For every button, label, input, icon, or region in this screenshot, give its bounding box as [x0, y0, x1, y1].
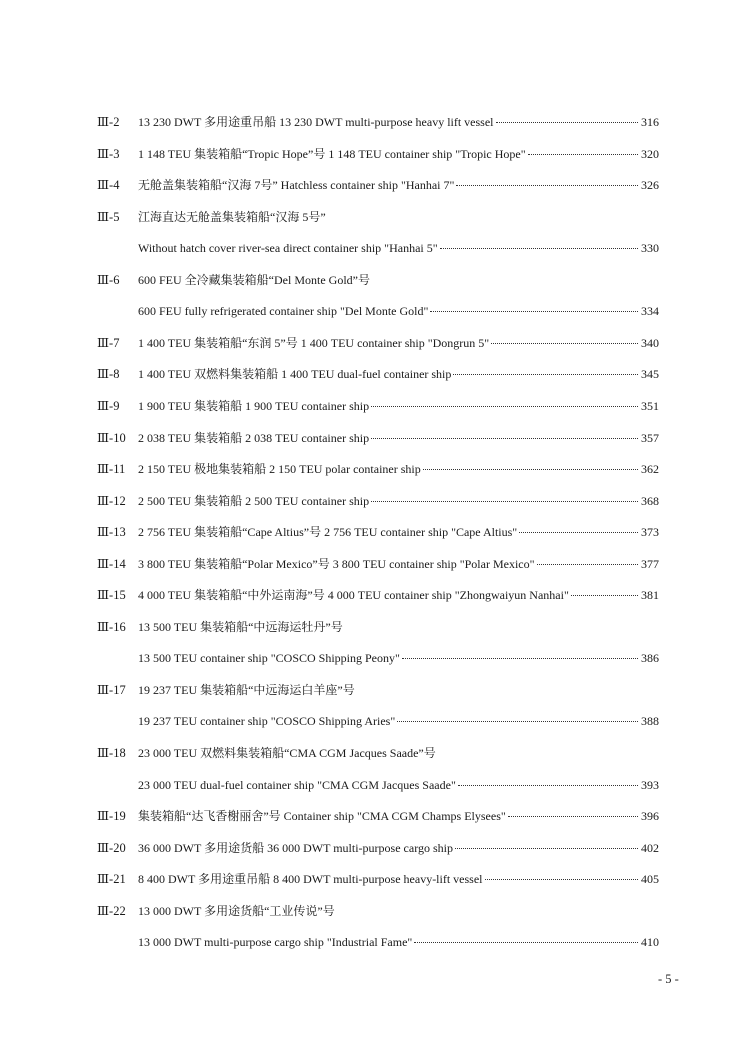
entry-text: 2 500 TEU 集装箱船 2 500 TEU container ship [138, 493, 370, 508]
entry-leader [138, 932, 640, 952]
entry-text: 4 000 TEU 集装箱船“中外运南海”号 4 000 TEU container ship "Zhongwaiyun Nanhai" [138, 588, 569, 603]
entry-leader [138, 491, 640, 511]
entry-number: Ⅲ-6 [97, 272, 120, 287]
entry-leader [138, 711, 640, 731]
entry-title: 23 000 TEU 双燃料集装箱船“CMA CGM Jacques Saade”号 [138, 746, 436, 760]
entry-leader [138, 554, 640, 574]
toc-entry [0, 270, 750, 290]
entry-page: 393 [641, 777, 659, 792]
entry-text: 1 400 TEU 集装箱船“东润 5”号 1 400 TEU container ship "Dongrun 5" [138, 335, 490, 350]
entry-number: Ⅲ-10 [97, 430, 126, 445]
entry-page: 316 [641, 115, 659, 129]
entry-text: Without hatch cover river-sea direct container ship "Hanhai 5" [138, 241, 438, 256]
entry-leader [138, 333, 640, 353]
dot-leader [423, 457, 638, 470]
toc-entry [0, 869, 750, 889]
entry-page: 340 [641, 335, 659, 350]
dot-leader [371, 426, 638, 439]
entry-title: 13 000 DWT 多用途货船“工业传说”号 [138, 903, 335, 918]
entry-page: 410 [641, 935, 659, 950]
entry-text: 2 038 TEU 集装箱船 2 038 TEU container ship [138, 430, 370, 445]
entry-number: Ⅲ-2 [97, 115, 120, 129]
toc-entry [0, 554, 750, 574]
entry-page: 388 [641, 714, 659, 729]
entry-page: 396 [641, 809, 659, 824]
dot-leader [537, 552, 638, 565]
entry-page: 377 [641, 556, 659, 571]
entry-number: Ⅲ-9 [97, 398, 120, 413]
entry-number: Ⅲ-5 [97, 209, 120, 224]
entry-number: Ⅲ-12 [97, 493, 126, 508]
entry-leader [138, 459, 640, 479]
entry-text: 3 800 TEU 集装箱船“Polar Mexico”号 3 800 TEU container ship "Polar Mexico" [138, 556, 535, 571]
toc-entry [0, 396, 750, 416]
toc-entry [0, 428, 750, 448]
entry-text: 2 150 TEU 极地集装箱船 2 150 TEU polar container ship [138, 462, 421, 477]
entry-leader [138, 428, 640, 448]
entry-page: 320 [641, 146, 659, 161]
entry-leader [138, 175, 640, 195]
entry-page: 405 [641, 872, 659, 887]
toc-entry [0, 522, 750, 542]
entry-number: Ⅲ-19 [97, 809, 126, 824]
entry-number: Ⅲ-14 [97, 556, 126, 571]
entry-page: 330 [641, 241, 659, 256]
toc-entry [0, 491, 750, 511]
dot-leader [453, 362, 638, 375]
dot-leader [508, 804, 638, 817]
entry-page: 368 [641, 493, 659, 508]
dot-leader [397, 709, 638, 722]
toc-entry [0, 459, 750, 479]
toc-entry-continuation [0, 711, 750, 731]
entry-page: 326 [641, 178, 659, 193]
entry-text: 无舱盖集装箱船“汉海 7号” Hatchless container ship "Hanhai 7" [138, 178, 455, 193]
entry-leader [138, 112, 640, 132]
entry-text: 13 230 DWT 多用途重吊船 13 230 DWT multi-purpose heavy lift vessel [138, 115, 494, 129]
dot-leader [496, 110, 638, 123]
entry-leader [138, 396, 640, 416]
entry-title: 13 500 TEU 集装箱船“中远海运牡丹”号 [138, 619, 343, 634]
entry-title: 江海直达无舱盖集装箱船“汉海 5号” [138, 209, 326, 224]
dot-leader [414, 930, 638, 943]
toc-entry [0, 838, 750, 858]
dot-leader [371, 394, 638, 407]
dot-leader [485, 867, 638, 880]
toc-entry [0, 585, 750, 605]
toc-entry [0, 175, 750, 195]
toc-entry [0, 364, 750, 384]
entry-title: 19 237 TEU 集装箱船“中远海运白羊座”号 [138, 682, 355, 697]
toc-entry [0, 743, 750, 763]
entry-page: 386 [641, 651, 659, 666]
toc-entry [0, 144, 750, 164]
entry-text: 19 237 TEU container ship "COSCO Shipping Aries" [138, 714, 396, 729]
toc-entry-continuation [0, 775, 750, 795]
entry-number: Ⅲ-17 [97, 682, 126, 697]
entry-text: 13 000 DWT multi-purpose cargo ship "Industrial Fame" [138, 935, 413, 950]
entry-number: Ⅲ-20 [97, 840, 126, 855]
entry-number: Ⅲ-8 [97, 367, 120, 382]
toc-entry-continuation [0, 238, 750, 258]
toc-entry [0, 112, 750, 132]
dot-leader [430, 299, 638, 312]
toc-entry-continuation [0, 301, 750, 321]
entry-leader [138, 301, 640, 321]
entry-page: 357 [641, 430, 659, 445]
entry-number: Ⅲ-21 [97, 872, 126, 887]
entry-text: 36 000 DWT 多用途货船 36 000 DWT multi-purpose cargo ship [138, 840, 453, 855]
toc-entry-continuation [0, 932, 750, 952]
entry-leader [138, 775, 640, 795]
entry-leader [138, 522, 640, 542]
entry-text: 8 400 DWT 多用途重吊船 8 400 DWT multi-purpose heavy-lift vessel [138, 872, 483, 887]
entry-number: Ⅲ-3 [97, 146, 120, 161]
toc-entry [0, 333, 750, 353]
entry-text: 集装箱船“达飞香榭丽舍”号 Container ship "CMA CGM Champs Elysees" [138, 809, 506, 824]
dot-leader [571, 583, 638, 596]
entry-page: 334 [641, 304, 659, 319]
entry-page: 402 [641, 840, 659, 855]
entry-text: 600 FEU fully refrigerated container ship "Del Monte Gold" [138, 304, 429, 319]
entry-page: 351 [641, 398, 659, 413]
entry-number: Ⅲ-4 [97, 178, 120, 193]
entry-page: 345 [641, 367, 659, 382]
entry-leader [138, 648, 640, 668]
entry-number: Ⅲ-13 [97, 525, 126, 540]
entry-leader [138, 806, 640, 826]
toc-entry [0, 207, 750, 227]
toc-entry-continuation [0, 648, 750, 668]
dot-leader [455, 836, 638, 849]
toc-entry [0, 680, 750, 700]
entry-text: 23 000 TEU dual-fuel container ship "CMA CGM Jacques Saade" [138, 777, 456, 792]
dot-leader [371, 489, 638, 502]
entry-number: Ⅲ-15 [97, 588, 126, 603]
dot-leader [456, 173, 638, 186]
dot-leader [402, 646, 638, 659]
dot-leader [458, 773, 638, 786]
entry-text: 2 756 TEU 集装箱船“Cape Altius”号 2 756 TEU container ship "Cape Altius" [138, 525, 518, 540]
toc-entry [0, 617, 750, 637]
entry-leader [138, 838, 640, 858]
dot-leader [491, 331, 638, 344]
entry-text: 13 500 TEU container ship "COSCO Shipping Peony" [138, 651, 400, 666]
entry-number: Ⅲ-16 [97, 619, 126, 634]
toc-entry [0, 901, 750, 921]
toc-entry [0, 806, 750, 826]
entry-leader [138, 144, 640, 164]
entry-number: Ⅲ-18 [97, 746, 126, 760]
page-number: - 5 - [658, 972, 679, 986]
entry-leader [138, 585, 640, 605]
entry-leader [138, 364, 640, 384]
entry-leader [138, 869, 640, 889]
entry-text: 1 900 TEU 集装箱船 1 900 TEU container ship [138, 398, 370, 413]
entry-number: Ⅲ-11 [97, 462, 126, 477]
dot-leader [519, 520, 638, 533]
entry-text: 1 400 TEU 双燃料集装箱船 1 400 TEU dual-fuel container ship [138, 367, 452, 382]
entry-number: Ⅲ-22 [97, 903, 126, 918]
entry-title: 600 FEU 全冷藏集装箱船“Del Monte Gold”号 [138, 272, 370, 287]
entry-page: 381 [641, 588, 659, 603]
entry-page: 373 [641, 525, 659, 540]
entry-text: 1 148 TEU 集装箱船“Tropic Hope”号 1 148 TEU container ship "Tropic Hope" [138, 146, 526, 161]
entry-page: 362 [641, 462, 659, 477]
entry-leader [138, 238, 640, 258]
dot-leader [440, 236, 638, 249]
dot-leader [528, 142, 638, 155]
entry-number: Ⅲ-7 [97, 335, 120, 350]
